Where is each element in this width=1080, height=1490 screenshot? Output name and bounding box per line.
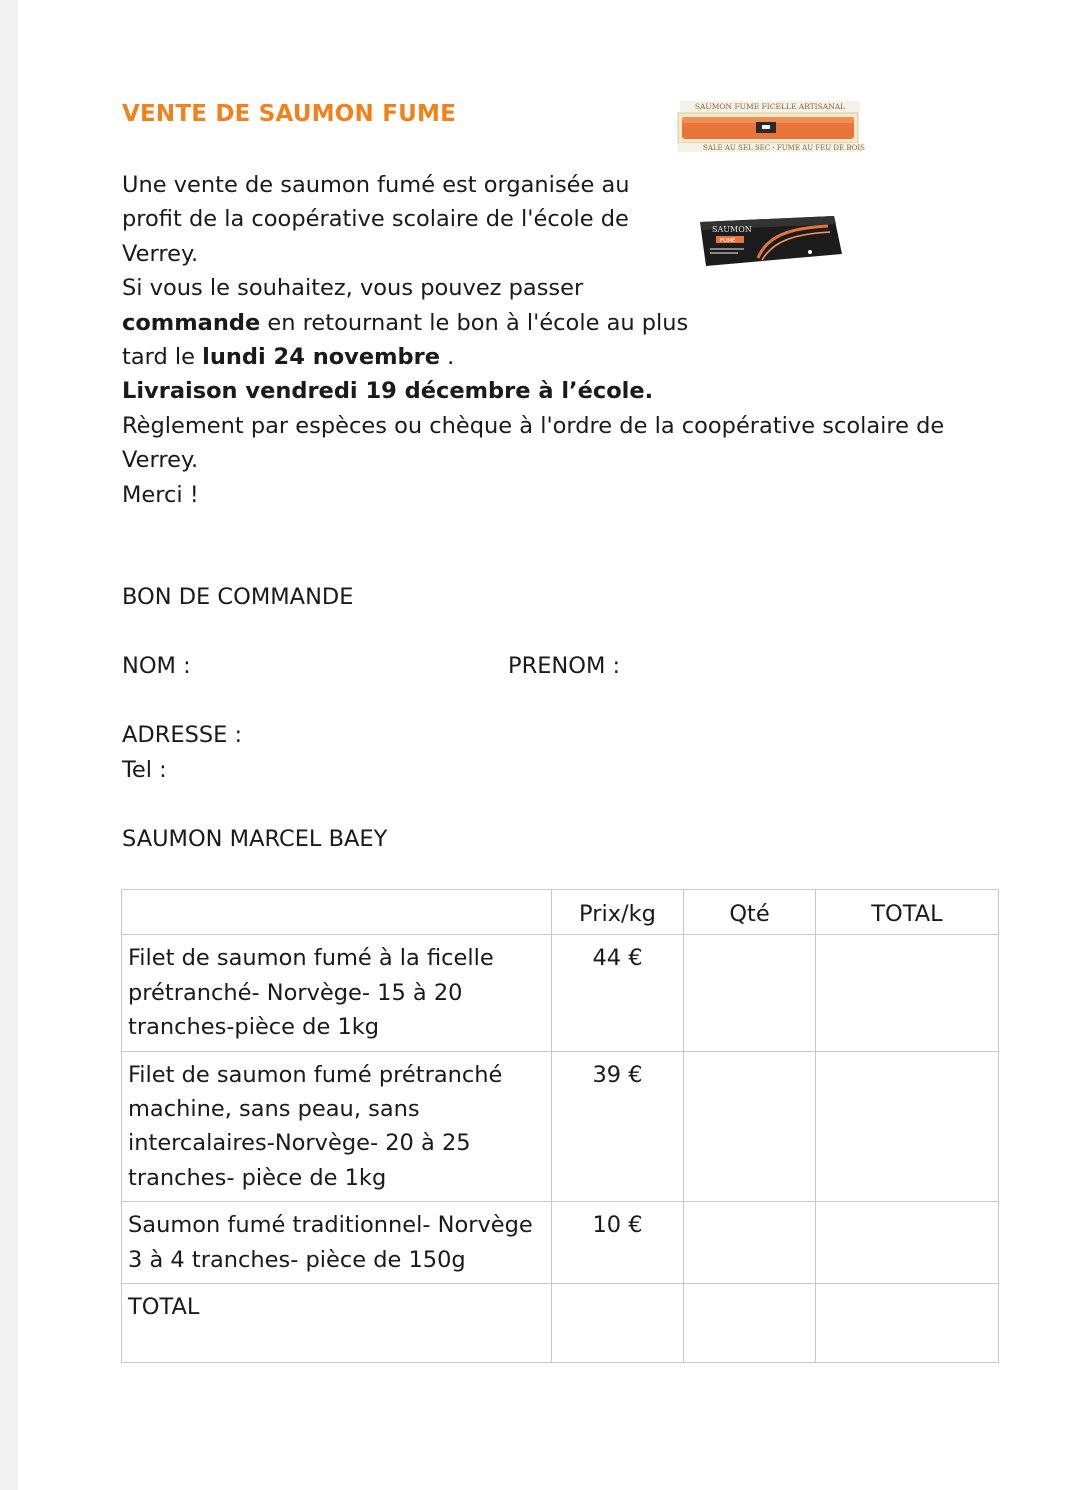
intro-line	[122, 374, 952, 408]
intro-line: Verrey.	[122, 240, 199, 267]
row-price: 44 €	[552, 935, 684, 1051]
header-qty: Qté	[684, 890, 816, 935]
row-qty-cell[interactable]	[684, 935, 816, 1051]
intro-line	[122, 340, 952, 374]
product-image-fillet	[674, 98, 868, 162]
document-page	[18, 0, 1080, 1490]
order-table	[121, 889, 999, 1363]
prod2-label-1: SAUMON	[712, 225, 752, 234]
total-price-cell	[552, 1284, 684, 1363]
tel-label: Tel :	[122, 757, 167, 783]
row-price: 10 €	[552, 1202, 684, 1284]
intro-line: profit de la coopérative scolaire de l'école de	[122, 206, 629, 233]
table-total-row	[122, 1284, 999, 1363]
intro-text: .	[440, 344, 455, 371]
prenom-label: PRENOM :	[508, 653, 621, 679]
table-row	[122, 935, 999, 1051]
row-total-cell[interactable]	[816, 935, 999, 1051]
total-qty-cell[interactable]	[684, 1284, 816, 1363]
prod1-top-label: SAUMON FUME FICELLE ARTISANAL	[694, 102, 846, 111]
intro-line: Verrey.	[122, 447, 199, 474]
row-description: Filet de saumon fumé à la ficelle prétranché- Norvège- 15 à 20 tranches-pièce de 1kg	[122, 935, 552, 1051]
row-total-cell[interactable]	[816, 1051, 999, 1202]
intro-line: Si vous le souhaitez, vous pouvez passer	[122, 275, 584, 302]
row-qty-cell[interactable]	[684, 1051, 816, 1202]
prod2-label-2: FUMÉ	[720, 238, 736, 244]
intro-line	[122, 306, 952, 340]
order-form-heading: BON DE COMMANDE	[122, 584, 354, 610]
row-price: 39 €	[552, 1051, 684, 1202]
table-row	[122, 1051, 999, 1202]
intro-text: tard le	[122, 344, 203, 371]
header-blank	[122, 890, 552, 935]
table-row	[122, 1202, 999, 1284]
intro-line: Une vente de saumon fumé est organisée au	[122, 172, 630, 198]
nom-label: NOM :	[122, 653, 191, 679]
intro-line: Merci !	[122, 481, 199, 508]
grand-total-cell[interactable]	[816, 1284, 999, 1363]
intro-paragraph	[122, 168, 952, 512]
header-price: Prix/kg	[552, 890, 684, 935]
deadline-bold: lundi 24 novembre	[202, 344, 441, 371]
row-qty-cell[interactable]	[684, 1202, 816, 1284]
row-description: Filet de saumon fumé prétranché machine, sans peau, sans intercalaires-Norvège- 20 à 25 tranches- pièce de 1kg	[122, 1051, 552, 1202]
delivery-bold: Livraison vendredi 19 décembre à l’école.	[122, 378, 654, 405]
intro-line: Règlement par espèces ou chèque à l'ordre de la coopérative scolaire de	[122, 412, 945, 439]
commande-bold: commande	[122, 309, 261, 336]
prod1-bottom-label: SALE AU SEL SEC - FUME AU FEU DE BOIS	[703, 144, 865, 152]
brand-label: SAUMON MARCEL BAEY	[122, 826, 388, 852]
table-header-row	[122, 890, 999, 935]
total-label: TOTAL	[122, 1284, 552, 1363]
adresse-label: ADRESSE :	[122, 722, 243, 748]
page-title: VENTE DE SAUMON FUME	[122, 101, 456, 127]
row-total-cell[interactable]	[816, 1202, 999, 1284]
intro-text: en retournant le bon à l'école au plus	[260, 309, 689, 336]
header-total: TOTAL	[816, 890, 999, 935]
row-description: Saumon fumé traditionnel- Norvège 3 à 4 tranches- pièce de 150g	[122, 1202, 552, 1284]
